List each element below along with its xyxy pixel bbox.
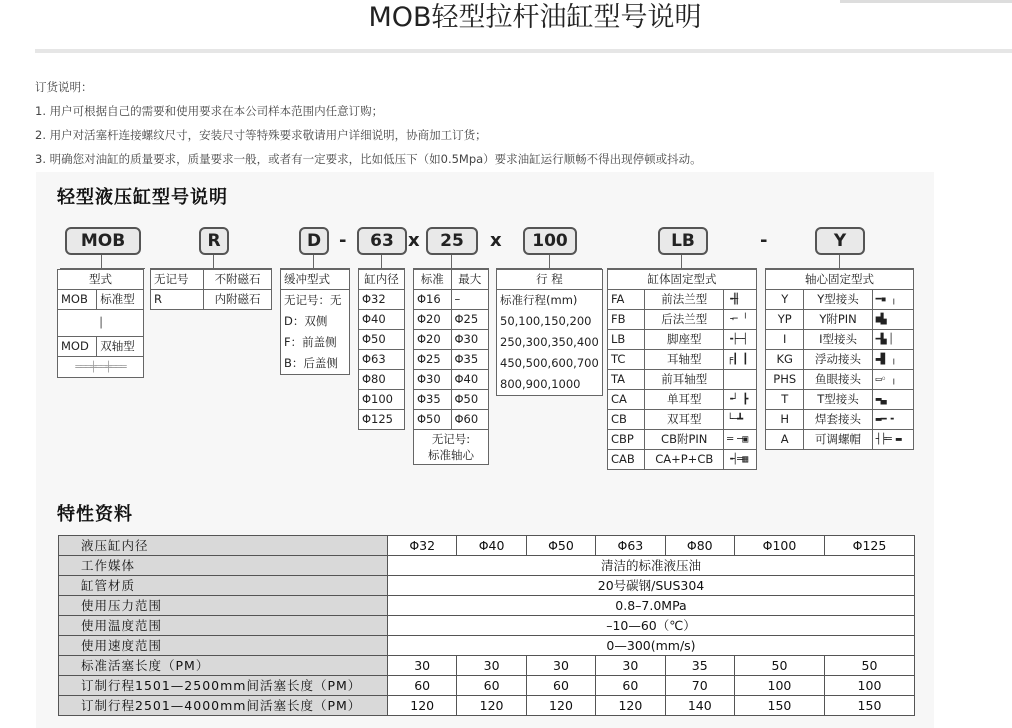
rod-standard: Φ20 xyxy=(414,310,452,330)
rod-end-desc: Y附PIN xyxy=(804,310,872,330)
magnet-desc: 不附磁石 xyxy=(204,270,272,290)
mount-desc: CA+P+CB xyxy=(645,450,724,470)
separator-dash-1: - xyxy=(339,230,347,251)
rod-end-code: H xyxy=(766,410,804,430)
mount-desc: 前耳轴型 xyxy=(645,370,724,390)
separator-times-1: x xyxy=(408,230,420,251)
table-row xyxy=(59,656,915,676)
connector-bore xyxy=(381,255,382,268)
stroke-line: 50,100,150,200 xyxy=(500,314,592,328)
spec-cell: 30 xyxy=(457,656,526,676)
mount-code: CA xyxy=(608,390,645,410)
code-box-cushion: D xyxy=(299,227,329,255)
mount-code: FA xyxy=(608,290,645,310)
stroke-line: 250,300,350,400 xyxy=(500,335,599,349)
code-box-stroke: 100 xyxy=(523,227,577,255)
front-trunnion-icon xyxy=(724,370,757,390)
rod-header-standard: 标准 xyxy=(414,270,452,290)
clevis-pin-bracket-icon: ╺┤═▦ xyxy=(724,450,757,470)
mount-code: LB xyxy=(608,330,645,350)
weld-joint-icon: ▬━ ╸ xyxy=(872,410,913,430)
spec-span-cell: 0—300(mm/s) xyxy=(388,636,915,656)
cushion-option: D：双侧 xyxy=(284,314,328,328)
spec-cell: 60 xyxy=(526,676,595,696)
mount-desc: 前法兰型 xyxy=(645,290,724,310)
y-joint-icon: ━▪ ╷ xyxy=(872,290,913,310)
order-notes-heading: 订货说明： xyxy=(35,80,93,94)
mount-desc: 单耳型 xyxy=(645,390,724,410)
spec-label: 使用速度范围 xyxy=(59,636,388,656)
type-code: MOD xyxy=(58,337,97,357)
mount-code: TA xyxy=(608,370,645,390)
mount-desc: 后法兰型 xyxy=(645,310,724,330)
rod-max: Φ25 xyxy=(451,310,489,330)
rod-header-max: 最大 xyxy=(451,270,489,290)
rod-end-code: Y xyxy=(766,290,804,310)
rod-end-code: YP xyxy=(766,310,804,330)
mount-desc: 耳轴型 xyxy=(645,350,724,370)
spec-cell: 140 xyxy=(665,696,734,716)
spec-cell: 150 xyxy=(734,696,824,716)
bore-value: Φ125 xyxy=(359,410,405,430)
spec-label: 使用温度范围 xyxy=(59,616,388,636)
spec-cell: 35 xyxy=(665,656,734,676)
front-flange-icon: ╺╫▏ xyxy=(724,290,757,310)
separator-dash-2: - xyxy=(760,230,768,251)
mount-desc: 脚座型 xyxy=(645,330,724,350)
spec-cell: 70 xyxy=(665,676,734,696)
magnet-desc: 内附磁石 xyxy=(204,290,272,310)
stroke-table-header: 行 程 xyxy=(497,270,603,290)
code-box-rod: 25 xyxy=(426,227,478,255)
rod-end-table xyxy=(765,269,914,450)
table-row xyxy=(59,696,915,716)
spec-cell: 120 xyxy=(457,696,526,716)
spec-cell: 30 xyxy=(596,656,665,676)
spec-cell: 120 xyxy=(388,696,457,716)
title-divider xyxy=(35,49,1012,53)
stroke-table xyxy=(496,269,603,396)
bore-table-header: 缸内径 xyxy=(359,270,405,290)
bore-value: Φ80 xyxy=(359,370,405,390)
rod-table-footer: 无记号: xyxy=(431,432,471,446)
spec-span-cell: 0.8–7.0MPa xyxy=(388,596,915,616)
type-desc: 标准型 xyxy=(97,290,144,310)
spec-span-cell: –10—60（℃） xyxy=(388,616,915,636)
rod-table-footer: 标准轴心 xyxy=(428,448,474,462)
spec-cell: 150 xyxy=(824,696,914,716)
rod-eye-icon: ▭◦ ╷ xyxy=(872,370,913,390)
table-row xyxy=(59,556,915,576)
spec-cell: 30 xyxy=(526,656,595,676)
bore-value: Φ32 xyxy=(359,290,405,310)
connector-rod xyxy=(451,255,452,268)
spec-section-title: 特性资料 xyxy=(57,504,133,525)
spec-cell: 100 xyxy=(824,676,914,696)
rod-end-table-header: 轴心固定型式 xyxy=(766,270,914,290)
rod-max: Φ60 xyxy=(451,410,489,430)
spec-label: 订制行程2501—4000mm间活塞长度（PM） xyxy=(59,696,388,716)
type-table xyxy=(57,269,144,378)
single-clevis-icon: ╺┘ ┣ xyxy=(724,390,757,410)
code-box-rod-end: Y xyxy=(815,227,865,255)
magnet-table xyxy=(150,269,272,310)
order-note-1: 1. 用户可根据自己的需要和使用要求在本公司样本范围内任意订购； xyxy=(35,104,384,118)
mount-code: FB xyxy=(608,310,645,330)
rod-end-code: T xyxy=(766,390,804,410)
trunnion-icon: ╒┃ ┃ xyxy=(724,350,757,370)
spec-cell: 120 xyxy=(526,696,595,716)
bore-value: Φ100 xyxy=(359,390,405,410)
floating-joint-icon: ▬▊ ╷ xyxy=(872,350,913,370)
spec-cell: 120 xyxy=(596,696,665,716)
spec-cell: 60 xyxy=(457,676,526,696)
bore-value: Φ63 xyxy=(359,350,405,370)
spec-cell: 100 xyxy=(734,676,824,696)
mount-code: CB xyxy=(608,410,645,430)
adjustable-nut-icon: ┤╞═ ▬ xyxy=(872,430,913,450)
rod-end-desc: 鱼眼接头 xyxy=(804,370,872,390)
table-row xyxy=(59,616,915,636)
y-joint-pin-icon: ■▙ xyxy=(872,310,913,330)
spec-cell: 50 xyxy=(734,656,824,676)
connector-rod-end xyxy=(839,255,840,268)
rod-end-desc: 可调螺帽 xyxy=(804,430,872,450)
rod-end-desc: T型接头 xyxy=(804,390,872,410)
rod-table xyxy=(413,269,489,465)
spec-span-cell: 清洁的标准液压油 xyxy=(388,556,915,576)
order-note-2: 2. 用户对活塞杆连接螺纹尺寸，安装尺寸等特殊要求敬请用户详细说明，协商加工订货； xyxy=(35,128,487,142)
single-rod-cylinder-icon: │ xyxy=(97,318,104,329)
stroke-line: 450,500,600,700 xyxy=(500,356,599,370)
rod-max: Φ40 xyxy=(451,370,489,390)
code-box-bore: 63 xyxy=(357,227,407,255)
bore-table xyxy=(358,269,405,430)
spec-label: 标准活塞长度（PM） xyxy=(59,656,388,676)
code-box-mount: LB xyxy=(658,227,708,255)
spec-cell: Φ32 xyxy=(388,536,457,556)
type-desc: 双轴型 xyxy=(97,337,144,357)
spec-label: 液压缸内径 xyxy=(59,536,388,556)
cushion-table xyxy=(280,269,350,375)
cushion-table-header: 缓冲型式 xyxy=(281,270,350,290)
stroke-line: 标准行程(mm) xyxy=(500,293,578,307)
t-joint-icon: ▬▃ xyxy=(872,390,913,410)
spec-cell: Φ63 xyxy=(596,536,665,556)
code-box-magnet: R xyxy=(199,227,229,255)
table-row xyxy=(59,536,915,556)
spec-cell: Φ40 xyxy=(457,536,526,556)
foot-mount-icon: ╺├─┤ xyxy=(724,330,757,350)
rod-end-desc: I型接头 xyxy=(804,330,872,350)
double-clevis-icon: └─┻ xyxy=(724,410,757,430)
code-box-series: MOB xyxy=(65,227,141,255)
double-rod-cylinder-icon: ═══╪══╪═══ xyxy=(75,362,126,373)
rod-standard: Φ16 xyxy=(414,290,452,310)
type-table-header: 型式 xyxy=(58,270,144,290)
connector-stroke xyxy=(549,255,550,268)
mount-table-header: 缸体固定型式 xyxy=(608,270,757,290)
type-code: MOB xyxy=(58,290,97,310)
mount-code: CAB xyxy=(608,450,645,470)
spec-label: 使用压力范围 xyxy=(59,596,388,616)
rod-end-code: A xyxy=(766,430,804,450)
rod-end-desc: Y型接头 xyxy=(804,290,872,310)
mount-table xyxy=(607,269,757,470)
rod-standard: Φ20 xyxy=(414,330,452,350)
separator-times-2: x xyxy=(490,230,502,251)
mount-desc: 双耳型 xyxy=(645,410,724,430)
spec-cell: 50 xyxy=(824,656,914,676)
rod-end-code: I xyxy=(766,330,804,350)
spec-label: 工作媒体 xyxy=(59,556,388,576)
connector-magnet xyxy=(213,255,214,268)
i-joint-icon: ━▙ ▏ xyxy=(872,330,913,350)
connector-series xyxy=(101,255,102,268)
rod-end-code: KG xyxy=(766,350,804,370)
mount-code: CBP xyxy=(608,430,645,450)
cushion-option: B：后盖侧 xyxy=(284,356,338,370)
model-section-title: 轻型液压缸型号说明 xyxy=(57,187,228,208)
rod-standard: Φ35 xyxy=(414,390,452,410)
spec-label: 缸管材质 xyxy=(59,576,388,596)
mount-code: TC xyxy=(608,350,645,370)
table-row xyxy=(59,596,915,616)
cushion-option: 无记号：无 xyxy=(284,293,342,307)
rod-end-desc: 焊套接头 xyxy=(804,410,872,430)
mount-desc: CB附PIN xyxy=(645,430,724,450)
rod-standard: Φ30 xyxy=(414,370,452,390)
spec-cell: Φ125 xyxy=(824,536,914,556)
table-row xyxy=(59,576,915,596)
table-row xyxy=(59,676,915,696)
spec-cell: Φ100 xyxy=(734,536,824,556)
page-title: MOB轻型拉杆油缸型号说明 xyxy=(368,2,702,33)
rod-end-code: PHS xyxy=(766,370,804,390)
rod-max: Φ50 xyxy=(451,390,489,410)
rod-end-desc: 浮动接头 xyxy=(804,350,872,370)
rod-standard: Φ50 xyxy=(414,410,452,430)
spec-label: 订制行程1501—2500mm间活塞长度（PM） xyxy=(59,676,388,696)
rod-max: – xyxy=(451,290,489,310)
stroke-line: 800,900,1000 xyxy=(500,377,581,391)
order-note-3: 3. 明确您对油缸的质量要求，质量要求一般，或者有一定要求，比如低压下（如0.5Mpa）要求油缸运行顺畅不得出现停顿或抖动。 xyxy=(35,152,702,166)
magnet-code: 无记号 xyxy=(151,270,204,290)
clevis-pin-icon: ═ ─▣ xyxy=(724,430,757,450)
rod-standard: Φ25 xyxy=(414,350,452,370)
rear-flange-icon: ╶⌐ ╵ xyxy=(724,310,757,330)
bore-value: Φ50 xyxy=(359,330,405,350)
rod-max: Φ35 xyxy=(451,350,489,370)
cushion-option: F：前盖侧 xyxy=(284,335,337,349)
table-row xyxy=(59,636,915,656)
spec-cell: 30 xyxy=(388,656,457,676)
connector-cushion xyxy=(313,255,314,268)
magnet-code: R xyxy=(151,290,204,310)
bore-value: Φ40 xyxy=(359,310,405,330)
spec-cell: 60 xyxy=(596,676,665,696)
spec-cell: Φ80 xyxy=(665,536,734,556)
connector-mount xyxy=(681,255,682,268)
spec-cell: 60 xyxy=(388,676,457,696)
rod-max: Φ30 xyxy=(451,330,489,350)
spec-span-cell: 20号碳钢/SUS304 xyxy=(388,576,915,596)
spec-table xyxy=(58,535,915,716)
spec-cell: Φ50 xyxy=(526,536,595,556)
